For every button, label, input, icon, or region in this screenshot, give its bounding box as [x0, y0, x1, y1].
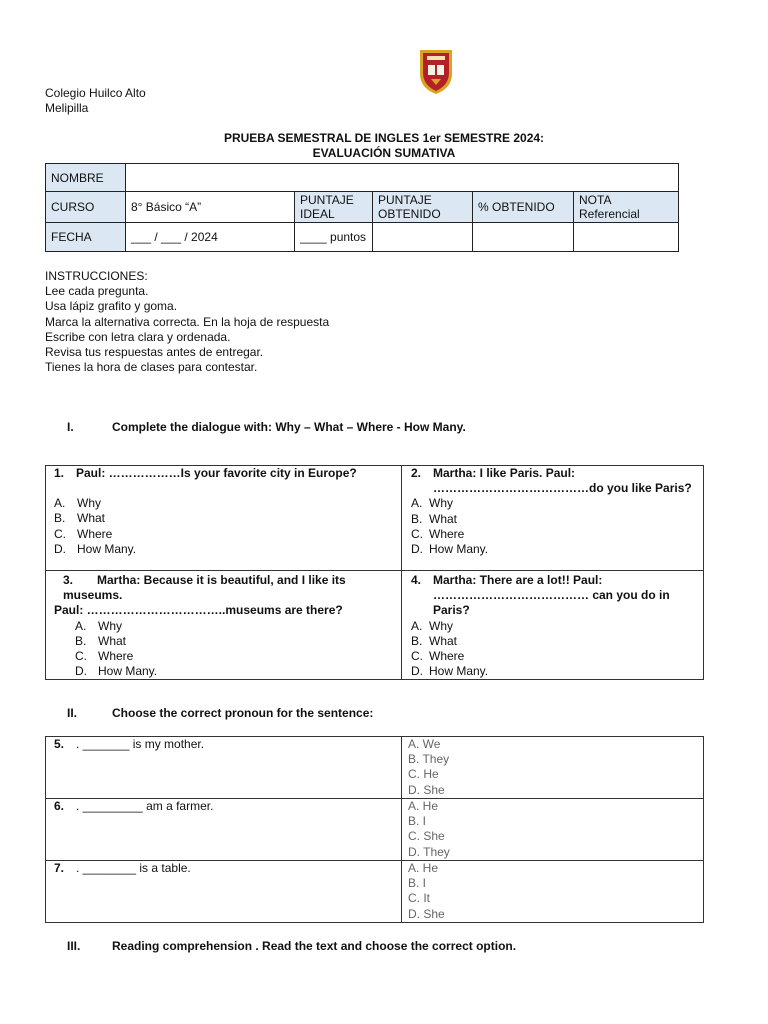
- student-info-table: [45, 163, 679, 252]
- q2-number: 2.: [411, 466, 422, 480]
- instruction-line: Escribe con letra clara y ordenada.: [45, 329, 231, 344]
- section-3-text: Reading comprehension . Read the text and choose the correct option.: [112, 939, 517, 953]
- q4-line3: Paris?: [433, 603, 470, 618]
- q2-option-c[interactable]: C. Where: [411, 526, 465, 541]
- question-2: [402, 466, 704, 571]
- q5-options: [402, 737, 704, 799]
- q6-option-a[interactable]: A. He: [408, 799, 439, 813]
- nota-field[interactable]: [574, 223, 679, 252]
- nota-label: NOTA Referencial: [574, 192, 679, 223]
- q6-option-d[interactable]: D. They: [408, 844, 450, 859]
- q3-line1: Martha: Because it is beautiful, and I like its museums.: [63, 573, 346, 603]
- q4-line1: Martha: There are a lot!! Paul:: [433, 573, 603, 587]
- porcentaje-field[interactable]: [473, 223, 574, 252]
- q6-option-c[interactable]: C. She: [408, 829, 445, 844]
- instructions-heading: INSTRUCCIONES:: [45, 269, 148, 283]
- q5-option-b[interactable]: B. They: [408, 752, 450, 767]
- q3-option-a[interactable]: A. Why: [75, 618, 122, 633]
- nombre-field[interactable]: [126, 164, 679, 192]
- q3-option-c[interactable]: C. Where: [75, 649, 134, 664]
- instruction-line: Revisa tus respuestas antes de entregar.: [45, 345, 264, 360]
- porcentaje-label: % OBTENIDO: [473, 192, 574, 223]
- puntos-field[interactable]: ____ puntos: [295, 223, 373, 252]
- q3-option-b[interactable]: B. What: [75, 633, 127, 648]
- school-info: [45, 86, 146, 116]
- puntaje-obtenido-field[interactable]: [373, 223, 473, 252]
- q4-line2: ………………………………… can you do in: [433, 588, 670, 603]
- q1-text: Paul: ………………Is your favorite city in Europe?: [76, 466, 357, 480]
- q4-option-d[interactable]: D. How Many.: [411, 664, 489, 679]
- fecha-label: FECHA: [46, 223, 126, 252]
- instructions: [45, 269, 329, 375]
- q2-option-d[interactable]: D. How Many.: [411, 542, 489, 557]
- q2-line1: Martha: I like Paris. Paul:: [433, 466, 576, 480]
- school-logo: [417, 46, 455, 96]
- q1-option-b[interactable]: B. What: [54, 511, 106, 526]
- section-2-number: II.: [67, 706, 78, 720]
- question-1: [46, 466, 402, 571]
- q7-option-a[interactable]: A. He: [408, 861, 439, 875]
- q7-number: 7.: [54, 861, 65, 875]
- puntaje-obtenido-label: PUNTAJE OBTENIDO: [373, 192, 473, 223]
- q1-number: 1.: [54, 466, 65, 480]
- section-1-table: [45, 465, 704, 680]
- question-7: [46, 861, 402, 923]
- curso-label: CURSO: [46, 192, 126, 223]
- q1-option-c[interactable]: C. Where: [54, 526, 113, 541]
- q5-text: . _______ is my mother.: [76, 737, 205, 751]
- section-2-text: Choose the correct pronoun for the sentence:: [112, 706, 374, 720]
- q4-option-b[interactable]: B. What: [411, 633, 458, 648]
- section-1-text: Complete the dialogue with: Why – What – Where - How Many.: [112, 420, 466, 434]
- curso-value: 8° Básico “A”: [126, 192, 295, 223]
- q4-option-a[interactable]: A. Why: [411, 618, 453, 633]
- q5-option-a[interactable]: A. We: [408, 737, 441, 751]
- q6-number: 6.: [54, 799, 65, 813]
- instruction-line: Usa lápiz grafito y goma.: [45, 299, 178, 314]
- exam-subtitle: EVALUACIÓN SUMATIVA: [312, 146, 456, 160]
- section-2-heading: [67, 706, 373, 720]
- instruction-line: Marca la alternativa correcta. En la hoja de respuesta: [45, 314, 330, 329]
- q4-option-c[interactable]: C. Where: [411, 649, 465, 664]
- q6-options: [402, 799, 704, 861]
- school-name: Colegio Huilco Alto: [45, 86, 146, 100]
- section-1-heading: [67, 420, 466, 434]
- q6-text: . _________ am a farmer.: [76, 799, 214, 813]
- q3-line2: Paul: ……………………………..museums are there?: [54, 603, 343, 618]
- puntaje-ideal-label: PUNTAJE IDEAL: [295, 192, 373, 223]
- question-5: [46, 737, 402, 799]
- q2-line2: …………………………………do you like Paris?: [433, 481, 692, 496]
- q5-option-d[interactable]: D. She: [408, 782, 445, 797]
- section-3-heading: [67, 939, 516, 953]
- q7-option-d[interactable]: D. She: [408, 906, 445, 921]
- school-city: Melipilla: [45, 101, 89, 115]
- q3-option-d[interactable]: D. How Many.: [75, 664, 158, 679]
- instruction-line: Lee cada pregunta.: [45, 284, 149, 299]
- q7-option-b[interactable]: B. I: [408, 876, 427, 891]
- q5-option-c[interactable]: C. He: [408, 767, 439, 782]
- q7-option-c[interactable]: C. It: [408, 891, 431, 906]
- question-6: [46, 799, 402, 861]
- q7-text: . ________ is a table.: [76, 861, 191, 875]
- q1-option-a[interactable]: A. Why: [54, 496, 101, 511]
- q1-option-d[interactable]: D. How Many.: [54, 541, 137, 556]
- exam-title: PRUEBA SEMESTRAL DE INGLES 1er SEMESTRE 2024:: [223, 131, 545, 145]
- q6-option-b[interactable]: B. I: [408, 814, 427, 829]
- q2-option-b[interactable]: B. What: [411, 511, 458, 526]
- section-2-table: [45, 736, 704, 923]
- question-3: [46, 571, 402, 680]
- q3-number: 3.: [63, 573, 74, 587]
- section-1-number: I.: [67, 420, 74, 434]
- q4-number: 4.: [411, 573, 422, 587]
- q7-options: [402, 861, 704, 923]
- section-3-number: III.: [67, 939, 81, 953]
- nombre-label: NOMBRE: [46, 164, 126, 192]
- q2-option-a[interactable]: A. Why: [411, 496, 453, 511]
- instruction-line: Tienes la hora de clases para contestar.: [45, 360, 258, 375]
- question-4: [402, 571, 704, 680]
- fecha-field[interactable]: ___ / ___ / 2024: [126, 223, 295, 252]
- q5-number: 5.: [54, 737, 65, 751]
